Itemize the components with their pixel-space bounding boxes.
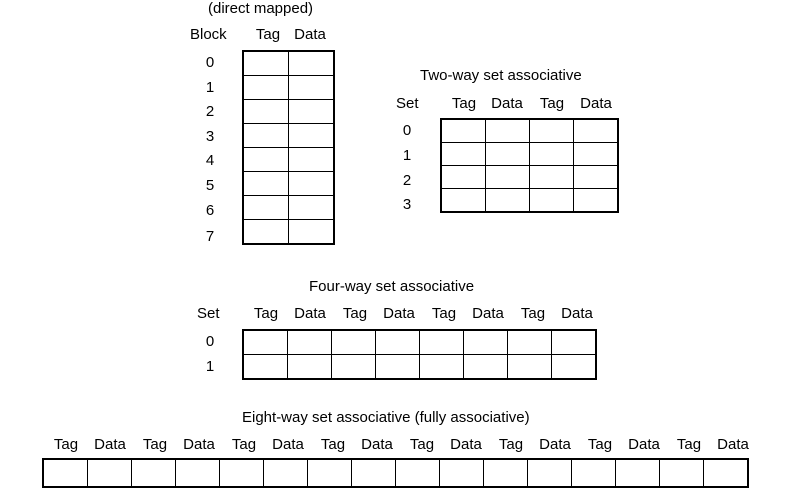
data-cell <box>486 119 530 143</box>
data-header: Data <box>183 436 215 453</box>
cache-row <box>441 119 618 143</box>
tag-header: Tag <box>53 436 79 453</box>
cache-row <box>243 355 596 380</box>
tag-cell <box>441 166 486 189</box>
data-header: Data <box>383 305 415 322</box>
tag-header: Tag <box>320 436 346 453</box>
set-index: 2 <box>402 172 412 189</box>
tag-cell <box>243 355 288 380</box>
block-index: 2 <box>205 103 215 120</box>
data-cell <box>464 355 508 380</box>
tag-header: Tag <box>431 305 457 322</box>
cache-row <box>243 148 334 172</box>
tag-header: Tag <box>255 26 281 43</box>
set-header: Set <box>396 95 419 112</box>
data-cell <box>289 124 335 148</box>
data-cell <box>289 172 335 196</box>
data-header: Data <box>717 436 749 453</box>
data-header: Data <box>628 436 660 453</box>
block-index: 5 <box>205 177 215 194</box>
cache-row <box>441 166 618 189</box>
data-cell <box>574 119 619 143</box>
tag-cell <box>132 459 176 487</box>
tag-cell <box>530 119 574 143</box>
data-cell <box>289 51 335 76</box>
data-header: Data <box>580 95 612 112</box>
four-way-cache-grid <box>242 329 597 380</box>
data-cell <box>464 330 508 355</box>
data-cell <box>574 189 619 213</box>
set-index: 3 <box>402 196 412 213</box>
data-cell <box>552 355 597 380</box>
data-cell <box>289 148 335 172</box>
two-way-cache-grid <box>440 118 619 213</box>
tag-cell <box>220 459 264 487</box>
data-cell <box>289 196 335 220</box>
tag-cell <box>396 459 440 487</box>
tag-cell <box>243 76 289 100</box>
data-header: Data <box>450 436 482 453</box>
tag-cell <box>660 459 704 487</box>
cache-row <box>243 196 334 220</box>
data-header: Data <box>472 305 504 322</box>
tag-cell <box>243 330 288 355</box>
data-cell <box>264 459 308 487</box>
tag-header: Tag <box>587 436 613 453</box>
tag-header: Tag <box>342 305 368 322</box>
cache-row <box>441 143 618 166</box>
tag-header: Tag <box>451 95 477 112</box>
data-cell <box>376 355 420 380</box>
tag-header: Tag <box>676 436 702 453</box>
cache-row <box>43 459 748 487</box>
tag-cell <box>441 189 486 213</box>
set-index: 1 <box>402 147 412 164</box>
data-cell <box>486 166 530 189</box>
tag-cell <box>441 143 486 166</box>
cache-row <box>243 220 334 245</box>
tag-cell <box>243 220 289 245</box>
block-index: 1 <box>205 79 215 96</box>
tag-cell <box>530 166 574 189</box>
data-header: Data <box>491 95 523 112</box>
two-way-title: Two-way set associative <box>420 67 582 84</box>
tag-cell <box>508 355 552 380</box>
tag-cell <box>308 459 352 487</box>
data-cell <box>574 143 619 166</box>
tag-header: Tag <box>539 95 565 112</box>
cache-row <box>243 172 334 196</box>
tag-cell <box>243 172 289 196</box>
set-index: 0 <box>402 122 412 139</box>
tag-cell <box>530 143 574 166</box>
tag-cell <box>243 196 289 220</box>
block-header: Block <box>190 26 227 43</box>
data-cell <box>289 76 335 100</box>
tag-cell <box>332 330 376 355</box>
data-cell <box>88 459 132 487</box>
set-header: Set <box>197 305 220 322</box>
data-cell <box>486 189 530 213</box>
data-cell <box>574 166 619 189</box>
data-header: Data <box>294 26 326 43</box>
set-index: 1 <box>205 358 215 375</box>
data-cell <box>289 100 335 124</box>
data-header: Data <box>272 436 304 453</box>
block-index: 0 <box>205 54 215 71</box>
cache-row <box>243 76 334 100</box>
direct-mapped-title: (direct mapped) <box>208 0 314 17</box>
tag-cell <box>572 459 616 487</box>
tag-cell <box>243 51 289 76</box>
tag-header: Tag <box>231 436 257 453</box>
tag-cell <box>243 148 289 172</box>
data-cell <box>440 459 484 487</box>
four-way-title: Four-way set associative <box>309 278 475 295</box>
block-index: 7 <box>205 228 215 245</box>
direct-mapped-cache-grid <box>242 50 335 245</box>
data-header: Data <box>361 436 393 453</box>
data-header: Data <box>294 305 326 322</box>
tag-header: Tag <box>520 305 546 322</box>
data-header: Data <box>561 305 593 322</box>
cache-row <box>243 124 334 148</box>
tag-cell <box>441 119 486 143</box>
tag-cell <box>484 459 528 487</box>
block-index: 6 <box>205 202 215 219</box>
data-cell <box>552 330 597 355</box>
data-cell <box>288 330 332 355</box>
data-cell <box>176 459 220 487</box>
data-header: Data <box>94 436 126 453</box>
tag-header: Tag <box>409 436 435 453</box>
block-index: 4 <box>205 152 215 169</box>
tag-cell <box>332 355 376 380</box>
tag-header: Tag <box>253 305 279 322</box>
tag-cell <box>243 124 289 148</box>
tag-header: Tag <box>142 436 168 453</box>
tag-header: Tag <box>498 436 524 453</box>
tag-cell <box>420 355 464 380</box>
data-cell <box>352 459 396 487</box>
data-cell <box>528 459 572 487</box>
data-header: Data <box>539 436 571 453</box>
eight-way-title: Eight-way set associative (fully associative) <box>242 409 530 426</box>
tag-cell <box>243 100 289 124</box>
tag-cell <box>43 459 88 487</box>
block-index: 3 <box>205 128 215 145</box>
tag-cell <box>508 330 552 355</box>
tag-cell <box>530 189 574 213</box>
cache-row <box>243 51 334 76</box>
cache-row <box>243 330 596 355</box>
set-index: 0 <box>205 333 215 350</box>
data-cell <box>288 355 332 380</box>
data-cell <box>616 459 660 487</box>
data-cell <box>486 143 530 166</box>
cache-row <box>441 189 618 213</box>
eight-way-cache-grid <box>42 458 749 488</box>
data-cell <box>376 330 420 355</box>
data-cell <box>704 459 749 487</box>
tag-cell <box>420 330 464 355</box>
cache-row <box>243 100 334 124</box>
data-cell <box>289 220 335 245</box>
